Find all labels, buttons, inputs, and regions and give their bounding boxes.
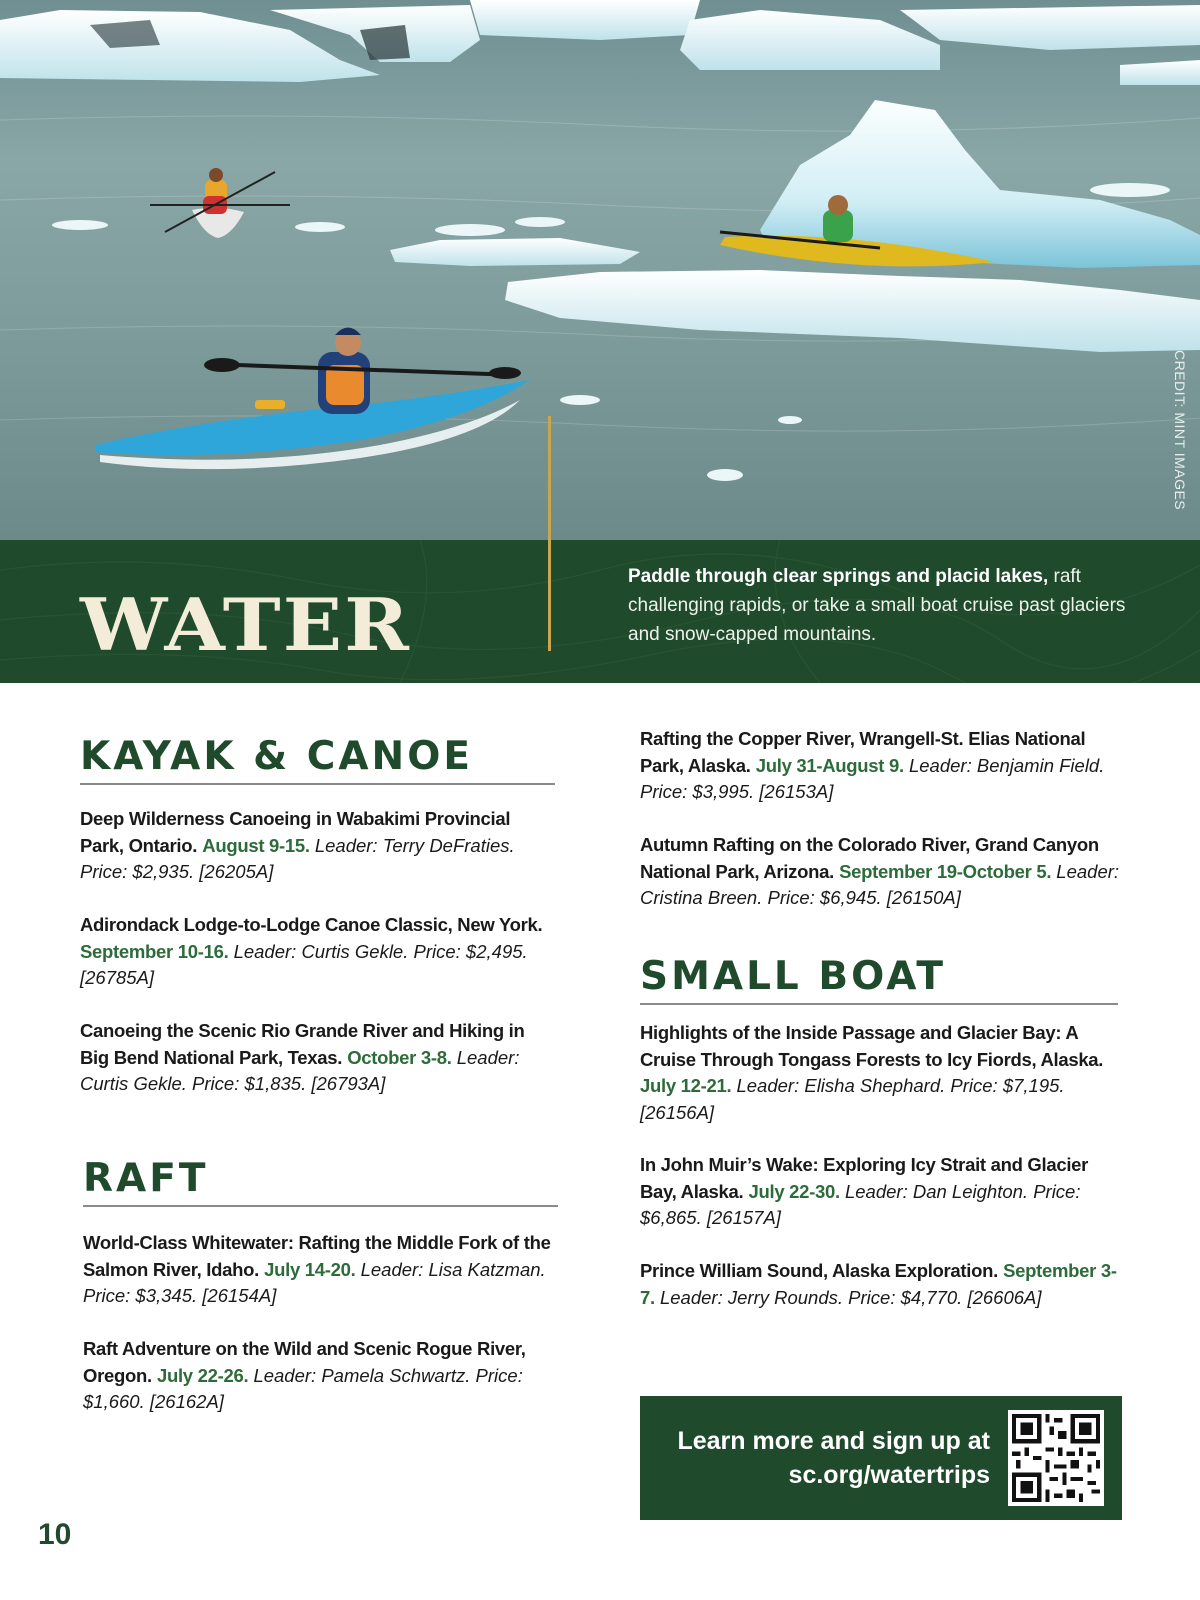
- trip-name: Raft Adventure on the Wild and Scenic Rogue River, Oregon.: [83, 1338, 526, 1386]
- kayak-canoe-heading: KAYAK & CANOE: [80, 734, 555, 785]
- trip-details: Leader: Jerry Rounds. Price: $4,770. [26606A]: [659, 1286, 1042, 1308]
- signup-text[interactable]: [677, 1424, 990, 1492]
- trip-details: Leader: Pamela Schwartz. Price: $1,660. [26162A]: [83, 1364, 523, 1412]
- trip-date: July 12-21.: [640, 1075, 732, 1096]
- small-boat-heading: SMALL BOAT: [640, 954, 1118, 1005]
- intro-body: raft challenging rapids, or take a small boat cruise past glaciers and snow-capped mountains.: [628, 566, 1126, 645]
- trip-name: Canoeing the Scenic Rio Grande River and Hiking in Big Bend National Park, Texas.: [80, 1020, 525, 1068]
- trip-date: September 10-16.: [80, 940, 229, 962]
- trip-date: August 9-15.: [202, 834, 310, 856]
- trip-date: September 19-October 5.: [839, 860, 1052, 882]
- trip-name: Rafting the Copper River, Wrangell-St. Elias National Park, Alaska.: [640, 728, 1086, 776]
- trip-date: July 22-26.: [156, 1364, 249, 1386]
- trip-listing: [80, 806, 555, 886]
- page-title: WATER: [80, 582, 412, 667]
- trip-listing: [640, 832, 1125, 912]
- trip-listing: [83, 1336, 558, 1416]
- trip-name: Deep Wilderness Canoeing in Wabakimi Provincial Park, Ontario.: [80, 808, 511, 856]
- trip-details: Leader: Curtis Gekle. Price: $1,835. [26793A]: [80, 1046, 520, 1094]
- trip-details: Leader: Elisha Shephard. Price: $7,195. [26156A]: [640, 1075, 1065, 1123]
- trip-details: Leader: Lisa Katzman. Price: $3,345. [26154A]: [83, 1258, 546, 1306]
- gold-divider: [548, 416, 551, 651]
- trip-listing: [80, 912, 555, 992]
- hero-photo: [0, 0, 1200, 540]
- trip-details: Leader: Dan Leighton. Price: $6,865. [26157A]: [640, 1180, 1081, 1228]
- signup-callout[interactable]: [640, 1396, 1122, 1520]
- trip-date: October 3-8.: [347, 1046, 452, 1068]
- trip-listing: [640, 1258, 1125, 1311]
- blue-kayak: [95, 328, 530, 470]
- trip-name: Highlights of the Inside Passage and Glacier Bay: A Cruise Through Tongass Forests to Icy Fiords, Alaska.: [640, 1022, 1104, 1070]
- trip-listing: [640, 1152, 1125, 1232]
- intro-lead: Paddle through clear springs and placid lakes,: [628, 566, 1049, 587]
- trip-name: Autumn Rafting on the Colorado River, Grand Canyon National Park, Arizona.: [640, 834, 1099, 882]
- tandem-kayak: [150, 168, 290, 238]
- trip-name: Adirondack Lodge-to-Lodge Canoe Classic, New York.: [80, 914, 543, 935]
- trip-listing: [80, 1018, 555, 1098]
- trip-details: Leader: Curtis Gekle. Price: $2,495. [26785A]: [80, 940, 528, 988]
- signup-line: Learn more and sign up at: [677, 1427, 990, 1455]
- trip-listing: [640, 726, 1125, 806]
- kayakers-among-icebergs-image: [0, 0, 1200, 540]
- intro-text: [628, 562, 1128, 649]
- qr-code-icon: [1012, 1414, 1100, 1502]
- signup-url[interactable]: sc.org/watertrips: [788, 1461, 990, 1489]
- trip-name: In John Muir’s Wake: Exploring Icy Strait and Glacier Bay, Alaska.: [640, 1154, 1089, 1202]
- page-number: 10: [38, 1518, 72, 1551]
- trip-date: September 3-7.: [640, 1260, 1117, 1308]
- qr-code[interactable]: [1008, 1410, 1104, 1506]
- trip-date: July 22-30.: [748, 1180, 840, 1202]
- trip-details: Leader: Terry DeFraties. Price: $2,935. [26205A]: [80, 834, 515, 882]
- trip-name: Prince William Sound, Alaska Exploration.: [640, 1260, 998, 1281]
- trip-details: Leader: Cristina Breen. Price: $6,945. [26150A]: [640, 860, 1120, 908]
- trip-details: Leader: Benjamin Field. Price: $3,995. [26153A]: [640, 754, 1105, 802]
- trip-listing: [640, 1020, 1125, 1126]
- section-banner: [0, 540, 1200, 683]
- raft-heading: RAFT: [83, 1156, 558, 1207]
- trip-name: World-Class Whitewater: Rafting the Middle Fork of the Salmon River, Idaho.: [83, 1232, 551, 1280]
- trip-date: July 14-20.: [264, 1258, 356, 1280]
- photo-credit: CREDIT: MINT IMAGES: [1172, 350, 1188, 511]
- trip-listing: [83, 1230, 558, 1310]
- trip-date: July 31-August 9.: [755, 754, 904, 776]
